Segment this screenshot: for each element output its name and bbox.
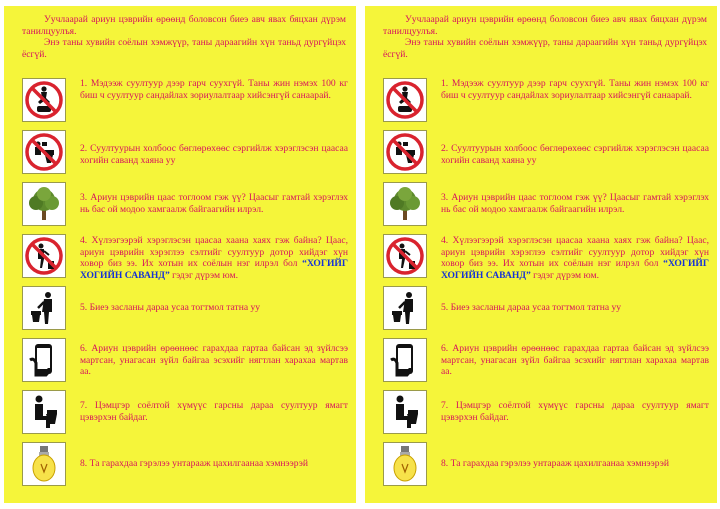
rule-text: 3. Ариун цэврийн цаас тоглоом гэж үү? Цаасыг гамтай хэрэглэх нь бас ой модоо хамгаалж байгаагийн илрэл. bbox=[441, 192, 710, 215]
rule-highlight: “ХОГИЙГ ХОГИЙН САВАНД” bbox=[80, 258, 348, 281]
rule-text: 5. Биеэ засланы дараа усаа тогтмол татна уу bbox=[441, 302, 622, 313]
no-littering-icon bbox=[22, 234, 66, 278]
rule-text: 1. Мэдээж суултуур дээр гарч суухгүй. Таны жин нэмэх 100 кг биш ч суултуур сандайлах зориулалтаар хийсэнгүй санаарай. bbox=[80, 78, 348, 101]
rule-text: 8. Та гарахдаа гэрэлээ унтарааж цахилгаанаа хэмнээрэй bbox=[441, 458, 670, 469]
no-squatting-icon bbox=[22, 78, 66, 122]
no-littering-icon bbox=[383, 234, 427, 278]
left-page bbox=[4, 6, 356, 503]
intro-line-2: Энэ таны хувийн соёлын хэмжүүр, таны дараагийн хүн таньд дургүйцэх ёсгүй. bbox=[22, 37, 346, 60]
seated-person-icon bbox=[383, 390, 427, 434]
intro-line-2: Энэ таны хувийн соёлын хэмжүүр, таны дараагийн хүн таньд дургүйцэх ёсгүй. bbox=[383, 37, 707, 60]
right-page bbox=[365, 6, 717, 503]
rule-highlight: “ХОГИЙГ ХОГИЙН САВАНД” bbox=[441, 258, 709, 281]
rule-text: 4. Хүлээгээрэй хэрэглэсэн цаасаа хаана хаях гэж байна? Цаас, ариун цэврийн хэрэглээ сэлтийг суултуур дотор хийдэг хүн ховор биз ээ. Их хотын их соёлын нэг илрэл бол “ХОГИЙГ ХОГИЙН САВАНД” гэдэг дүрэм юм. bbox=[441, 235, 709, 281]
phone-in-hand-icon bbox=[22, 338, 66, 382]
intro-line-1: Уучлаарай ариун цэврийн өрөөнд боловсон биеэ авч явах бяцхан дүрэм танилцуулъя. bbox=[383, 14, 707, 37]
rule-text: 8. Та гарахдаа гэрэлээ унтарааж цахилгаанаа хэмнээрэй bbox=[80, 458, 309, 469]
seated-person-icon bbox=[22, 390, 66, 434]
rule-text: 5. Биеэ засланы дараа усаа тогтмол татна уу bbox=[80, 302, 261, 313]
light-bulb-icon bbox=[383, 442, 427, 486]
rule-text: 6. Ариун цэврийн өрөөнөөс гарахдаа гартаа байсан эд зүйлсээ мартсан, унагасан зүйл байгаа эсэхийг нягтлан харахаа мартав аа. bbox=[441, 343, 709, 377]
rule-text: 7. Цэмцгэр соёлтой хүмүүс гарсны дараа суултуур ямагт цэвэрхэн байдаг. bbox=[441, 400, 709, 423]
no-paper-in-toilet-icon bbox=[383, 130, 427, 174]
rule-text: 7. Цэмцгэр соёлтой хүмүүс гарсны дараа суултуур ямагт цэвэрхэн байдаг. bbox=[80, 400, 348, 423]
flush-icon bbox=[383, 286, 427, 330]
rule-text: 3. Ариун цэврийн цаас тоглоом гэж үү? Цаасыг гамтай хэрэглэх нь бас ой модоо хамгаалж байгаагийн илрэл. bbox=[80, 192, 349, 215]
intro bbox=[383, 14, 707, 60]
rule-text: 4. Хүлээгээрэй хэрэглэсэн цаасаа хаана хаях гэж байна? Цаас, ариун цэврийн хэрэглээ сэлтийг суултуур дотор хийдэг хүн ховор биз ээ. Их хотын их соёлын нэг илрэл бол “ХОГИЙГ ХОГИЙН САВАНД” гэдэг дүрэм юм. bbox=[80, 235, 348, 281]
rule-text: 2. Суултуурын холбоос бөглөрөхөөс сэргийлж хэрэглэсэн цаасаа хогийн саванд хаяна уу bbox=[80, 143, 348, 166]
intro bbox=[22, 14, 346, 60]
rule-text: 1. Мэдээж суултуур дээр гарч суухгүй. Таны жин нэмэх 100 кг биш ч суултуур сандайлах зориулалтаар хийсэнгүй санаарай. bbox=[441, 78, 709, 101]
light-bulb-icon bbox=[22, 442, 66, 486]
no-paper-in-toilet-icon bbox=[22, 130, 66, 174]
phone-in-hand-icon bbox=[383, 338, 427, 382]
tree-icon bbox=[22, 182, 66, 226]
rule-text: 6. Ариун цэврийн өрөөнөөс гарахдаа гартаа байсан эд зүйлсээ мартсан, унагасан зүйл байгаа эсэхийг нягтлан харахаа мартав аа. bbox=[80, 343, 348, 377]
flush-icon bbox=[22, 286, 66, 330]
rule-text: 2. Суултуурын холбоос бөглөрөхөөс сэргийлж хэрэглэсэн цаасаа хогийн саванд хаяна уу bbox=[441, 143, 709, 166]
intro-line-1: Уучлаарай ариун цэврийн өрөөнд боловсон биеэ авч явах бяцхан дүрэм танилцуулъя. bbox=[22, 14, 346, 37]
tree-icon bbox=[383, 182, 427, 226]
no-squatting-icon bbox=[383, 78, 427, 122]
